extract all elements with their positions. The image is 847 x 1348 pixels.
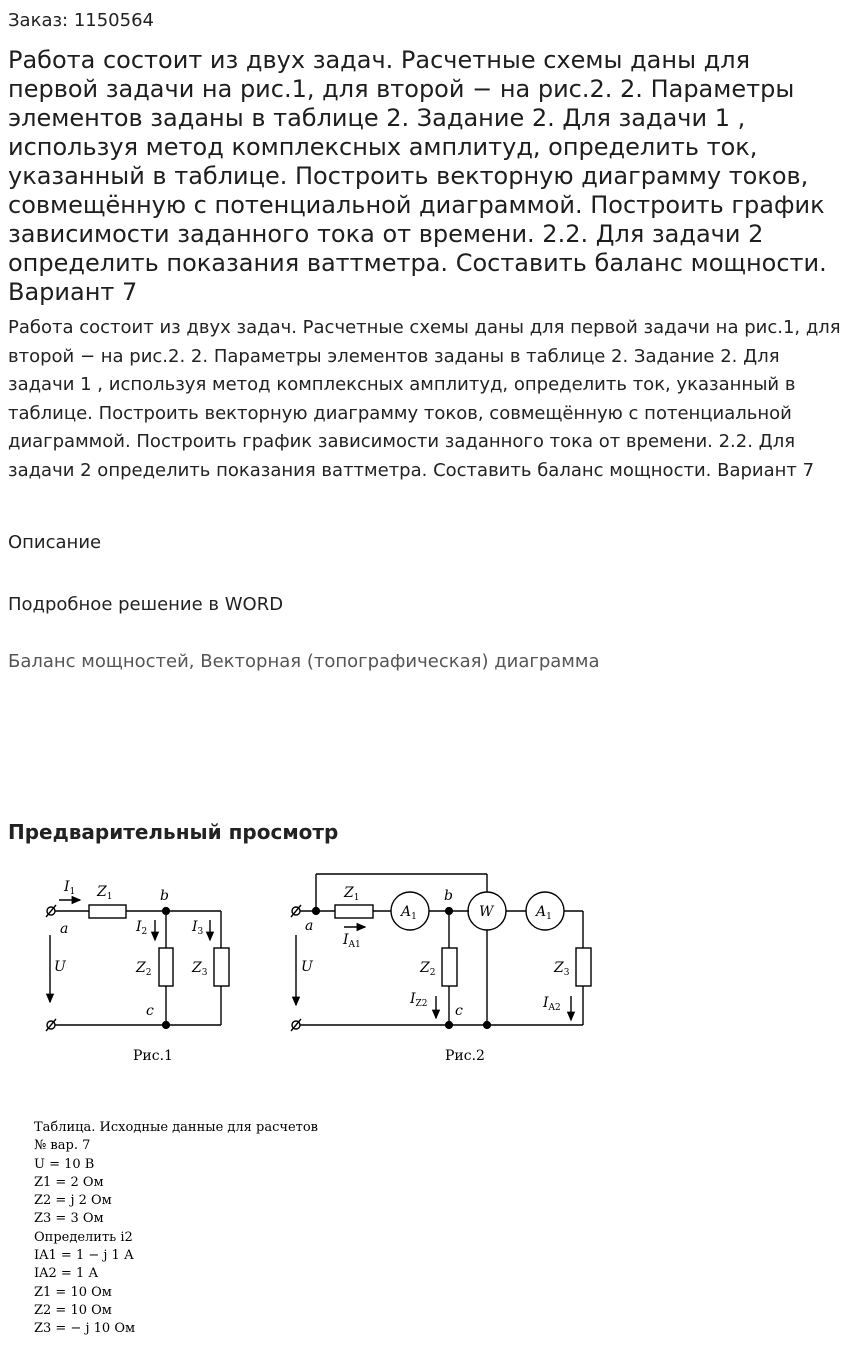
fig1-caption: Рис.1	[133, 1048, 173, 1064]
fig1-z3-resistor	[214, 948, 229, 986]
fig2-z2-resistor	[442, 948, 457, 986]
tag-link-power-balance[interactable]: Баланс мощностей	[8, 651, 189, 672]
table-row: IA2 = 1 А	[34, 1266, 99, 1282]
circuit-diagrams-svg	[0, 860, 620, 1075]
source-data-table	[34, 1119, 318, 1339]
table-row: № вар. 7	[34, 1138, 91, 1154]
fig2-z1-resistor	[335, 905, 373, 918]
fig1-label-z1: $Z_1$	[97, 884, 113, 902]
fig1-label-i2: $I_2$	[136, 919, 148, 937]
description-heading: Описание	[8, 532, 102, 553]
fig1-z2-resistor	[159, 948, 173, 986]
tag-link-vector-diagram[interactable]: Векторная (топографическая) диаграмма	[200, 651, 600, 672]
table-row: Z1 = 2 Ом	[34, 1174, 104, 1190]
fig2-label-u: U	[301, 959, 313, 975]
fig2-label-b: b	[444, 888, 453, 904]
fig1-label-u: U	[54, 959, 66, 975]
fig2-label-z3: $Z_3$	[554, 960, 570, 978]
fig2-caption: Рис.2	[445, 1048, 485, 1064]
table-row: Z2 = 10 Ом	[34, 1302, 112, 1318]
fig1-label-i1: $I_1$	[64, 879, 76, 897]
fig1-label-z3: $Z_3$	[192, 960, 208, 978]
fig2-label-a: a	[305, 918, 314, 934]
order-number: Заказ: 1150564	[8, 10, 154, 31]
fig1-label-c: c	[146, 1003, 154, 1019]
table-row: U = 10 В	[34, 1156, 95, 1172]
fig2-z3-resistor	[576, 948, 591, 986]
tag-list	[8, 651, 599, 672]
preview-heading: Предварительный просмотр	[8, 820, 339, 844]
fig1-label-z2: $Z_2$	[136, 960, 152, 978]
table-row: Z3 = 3 Ом	[34, 1211, 104, 1227]
table-row: Z1 = 10 Ом	[34, 1284, 112, 1300]
circuit-figure	[0, 860, 620, 1079]
table-row: Z3 = − j 10 Ом	[34, 1321, 136, 1337]
fig1-label-b: b	[160, 888, 169, 904]
fig2-label-ia2: $I_{A2}$	[543, 995, 561, 1013]
table-row: Z2 = j 2 Ом	[34, 1193, 112, 1209]
fig2-label-z2: $Z_2$	[420, 960, 436, 978]
fig1-label-a: a	[60, 921, 69, 937]
table-row: IA1 = 1 − j 1 А	[34, 1248, 134, 1264]
fig2-label-w: W	[479, 904, 494, 920]
fig2-label-a1-left: $A_1$	[401, 904, 417, 922]
fig2-label-z1: $Z_1$	[344, 885, 360, 903]
page-title: Работа состоит из двух задач. Расчетные схемы даны для первой задачи на рис.1, для второй − на рис.2. 2. Параметры элементов заданы в таблице 2. Задание 2. Для задачи 1 , используя метод комплексных амплитуд, определить ток, указанный в таблице. Построить векторную диаграмму токов, совмещённую с потенциальной диаграммой. Построить график зависимости заданного тока от времени. 2.2. Для задачи 2 определить показания ваттметра. Составить баланс мощности. Вариант 7	[8, 46, 827, 306]
tag-separator: ,	[188, 651, 201, 672]
fig2-label-c: c	[455, 1003, 463, 1019]
fig2-label-a1-right: $A_1$	[536, 904, 552, 922]
task-description: Работа состоит из двух задач. Расчетные схемы даны для первой задачи на рис.1, для второй − на рис.2. 2. Параметры элементов заданы в таблице 2. Задание 2. Для задачи 1 , используя метод комплексных амплитуд, определить ток, указанный в таблице. Построить векторную диаграмму токов, совмещённую с потенциальной диаграммой. Построить график зависимости заданного тока от времени. 2.2. Для задачи 2 определить показания ваттметра. Составить баланс мощности. Вариант 7	[8, 317, 841, 481]
fig2-label-iz2: $I_{Z2}$	[410, 991, 428, 1009]
fig1-z1-resistor	[89, 905, 126, 918]
fig2-label-ia1: $I_{A1}$	[343, 932, 361, 950]
fig1-label-i3: $I_3$	[192, 919, 204, 937]
table-title: Таблица. Исходные данные для расчетов	[34, 1120, 318, 1135]
table-row: Определить i2	[34, 1229, 133, 1245]
solution-note: Подробное решение в WORD	[8, 594, 284, 615]
